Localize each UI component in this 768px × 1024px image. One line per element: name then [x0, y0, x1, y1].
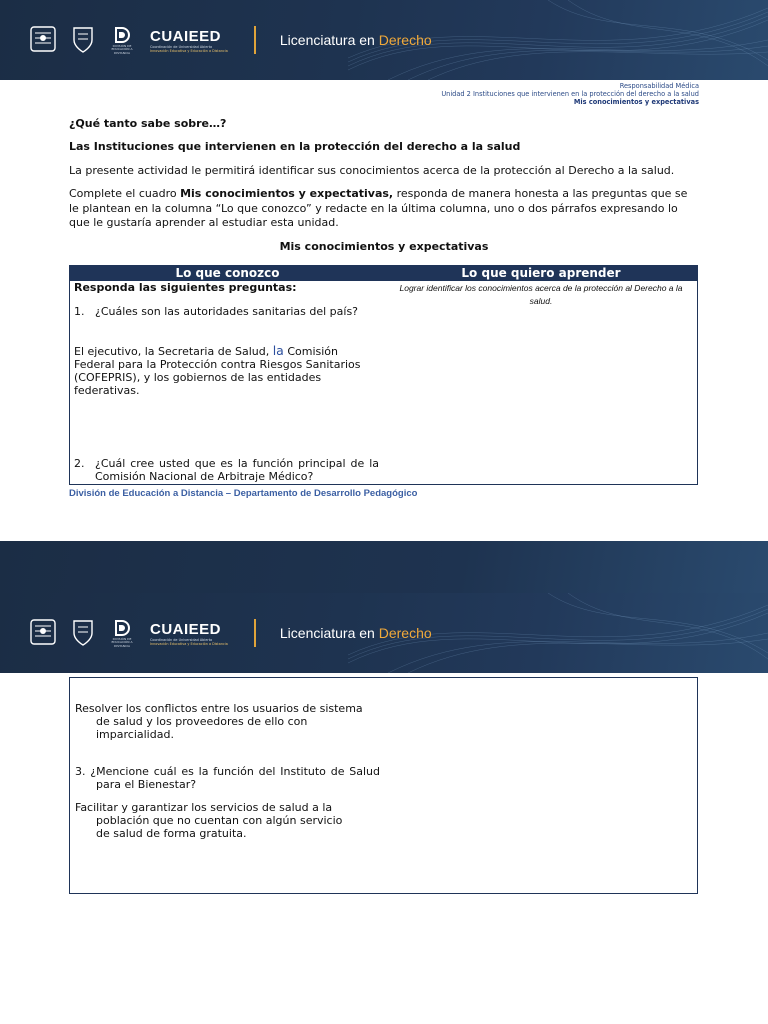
- brand-subtitle-1: Coordinación de Universidad Abierta: [150, 44, 213, 49]
- program-highlight: Derecho: [378, 32, 432, 48]
- footer-department: División de Educación a Distancia – Departamento de Desarrollo Pedagógico: [69, 488, 418, 499]
- page-separator-band: [0, 541, 768, 593]
- intro-topic: Las Instituciones que intervienen en la protección del derecho a la salud: [69, 140, 521, 153]
- question-2-text: ¿Cuál cree usted que es la función principal de la Comisión Nacional de Arbitraje Médico?: [95, 457, 379, 483]
- answer-3: Facilitar y garantizar los servicios de salud a la población que no cuentan con algún servicio de salud de forma gratuita.: [75, 801, 343, 840]
- header-banner: [0, 0, 768, 80]
- division-logo: [110, 618, 134, 648]
- answer-1-post: Comisión Federal para la Protección contra Riesgos Sanitarios (COFEPRIS), y los gobiernos de las entidades federativas.: [74, 345, 361, 397]
- program-title: [280, 625, 432, 641]
- table-title: Mis conocimientos y expectativas: [279, 240, 489, 253]
- intro-question: ¿Qué tanto sabe sobre…?: [69, 117, 227, 130]
- table-header-row: [70, 266, 697, 281]
- unam-shield-icon: [30, 25, 56, 55]
- coat-of-arms-icon: [70, 25, 96, 55]
- question-1-text: ¿Cuáles son las autoridades sanitarias del país?: [95, 305, 359, 318]
- program-title: [280, 32, 432, 48]
- division-logo-text: DIVISIÓN DE EDUCACIÓN A DISTANCIA: [111, 636, 133, 648]
- answer-1: [74, 344, 382, 397]
- document-meta: [441, 82, 699, 106]
- intro-purpose: La presente actividad le permitirá identificar sus conocimientos acerca de la protección al Derecho a la salud.: [69, 164, 675, 177]
- brand-name: CUAIEED: [150, 620, 222, 638]
- division-logo: [110, 25, 134, 55]
- brand-subtitle-2: Innovación Educativa y Educación a Distancia: [150, 641, 228, 646]
- question-2: [74, 457, 379, 483]
- institution-logos: [30, 593, 432, 673]
- question-3: 3. ¿Mencione cuál es la función del Instituto de Salud para el Bienestar?: [75, 765, 380, 791]
- subject-name: Responsabilidad Médica: [619, 82, 699, 90]
- question-1: [74, 305, 379, 318]
- intro-instructions: [69, 187, 699, 231]
- unit-name: Unidad 2 Instituciones que intervienen en la protección del derecho a la salud: [441, 90, 699, 98]
- brand-subtitle-2: Innovación Educativa y Educación a Distancia: [150, 48, 228, 53]
- program-highlight: Derecho: [378, 625, 432, 641]
- respond-label: Responda las siguientes preguntas:: [74, 281, 297, 294]
- program-prefix: Licenciatura en: [279, 32, 379, 48]
- knowledge-table-continued: [69, 677, 698, 894]
- program-prefix: Licenciatura en: [279, 625, 379, 641]
- division-logo-text: DIVISIÓN DE EDUCACIÓN A DISTANCIA: [111, 43, 133, 55]
- answer-2: Resolver los conflictos entre los usuarios de sistema de salud y los proveedores de ello con imparcialidad.: [75, 702, 363, 741]
- col-header-know: Lo que conozco: [175, 266, 280, 280]
- division-d-icon: [112, 25, 132, 45]
- institution-logos: [30, 0, 432, 80]
- instructions-pre: Complete el cuadro: [69, 187, 181, 200]
- answer-1-pre: El ejecutivo, la Secretaria de Salud,: [74, 345, 273, 358]
- header-banner-page-2: [0, 593, 768, 673]
- coat-of-arms-icon: [70, 618, 96, 648]
- col-header-learn: Lo que quiero aprender: [461, 266, 621, 280]
- division-d-icon: [112, 618, 132, 638]
- gold-divider: [254, 619, 256, 647]
- cuaieed-logo: [150, 28, 228, 53]
- question-1-number: 1.: [74, 305, 85, 318]
- cuaieed-logo: [150, 621, 228, 646]
- answer-1-la: la: [272, 343, 284, 358]
- question-2-number: 2.: [74, 457, 85, 470]
- instructions-bold: Mis conocimientos y expectativas,: [180, 187, 394, 200]
- brand-subtitle-1: Coordinación de Universidad Abierta: [150, 637, 213, 642]
- gold-divider: [254, 26, 256, 54]
- knowledge-table: [69, 265, 698, 485]
- instructions-post: responda de manera honesta a las preguntas que se le plantean en la columna “Lo que conozco” y redacte en la última columna, uno o dos párrafos expresando lo que le gustaría aprender al estudiar esta unidad.: [69, 187, 688, 229]
- activity-name: Mis conocimientos y expectativas: [573, 98, 699, 106]
- learning-expectation: Lograr identificar los conocimientos acerca de la protección al Derecho a la salud.: [399, 283, 683, 306]
- unam-shield-icon: [30, 618, 56, 648]
- brand-name: CUAIEED: [150, 27, 222, 45]
